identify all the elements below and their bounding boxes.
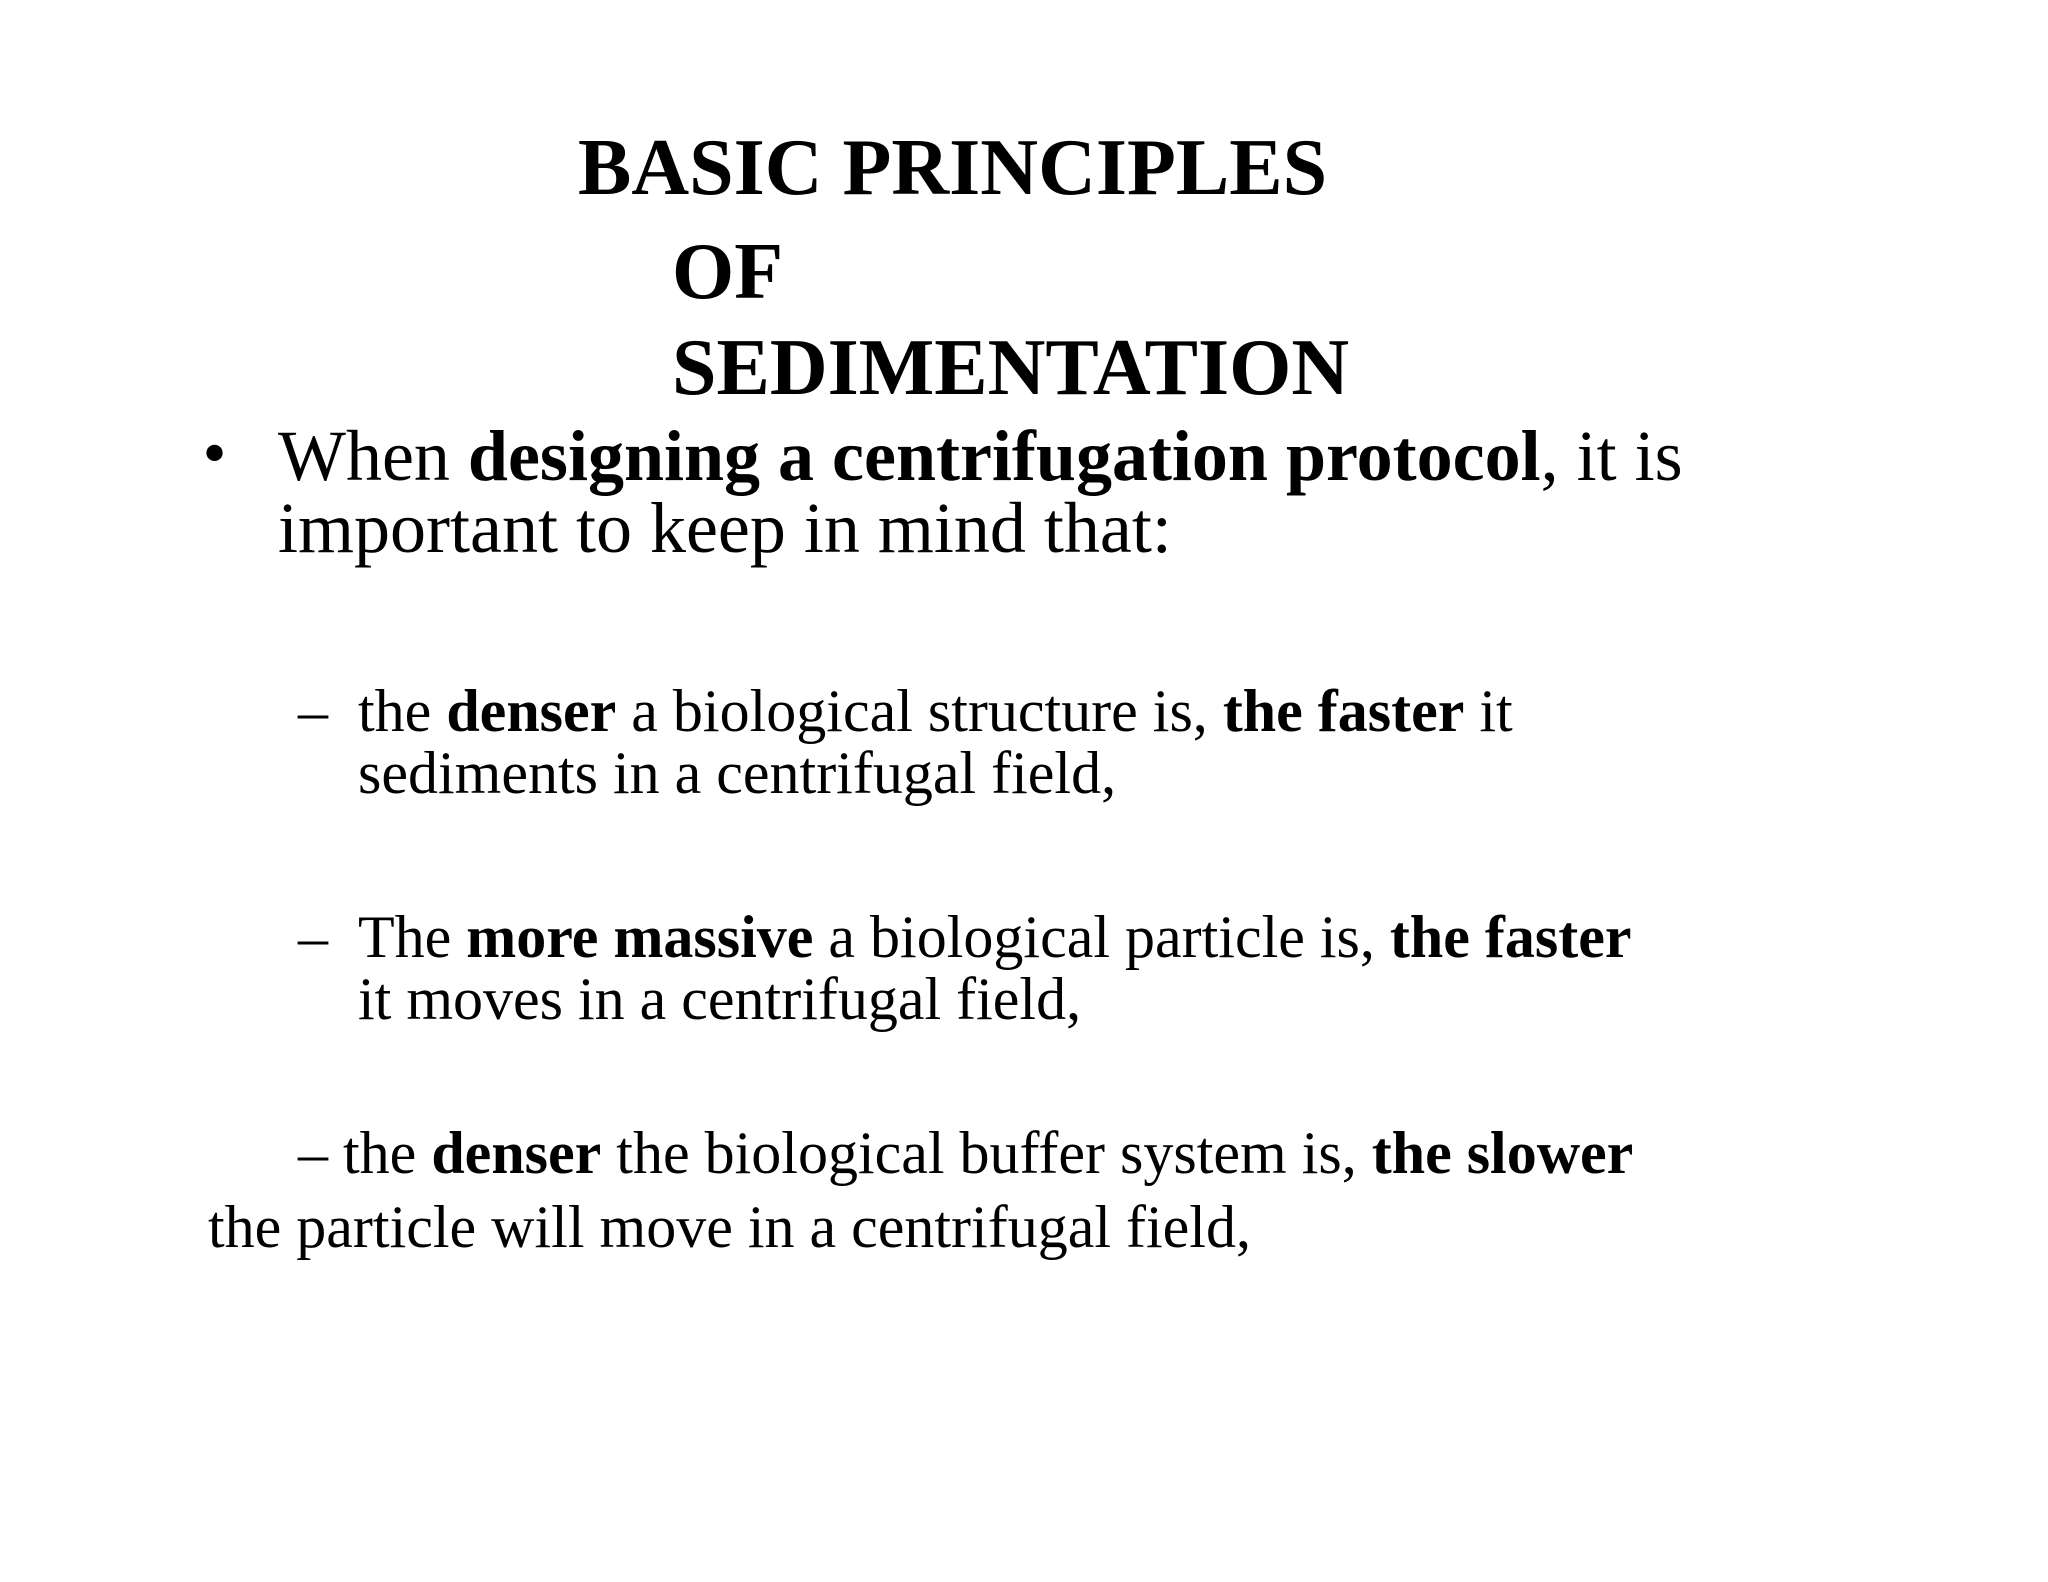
main-bullet-line-2: important to keep in mind that: — [278, 488, 1172, 568]
bullet-marker: • — [198, 423, 232, 488]
main-bullet-emphasis: designing a centrifugation protocol — [467, 416, 1541, 496]
sub-bullet-2-d: the faster — [1389, 904, 1632, 970]
sub-bullet-1-text — [358, 680, 1513, 804]
sub-bullet-3-dash: – — [298, 1120, 328, 1186]
sub-bullet-3-line-2: the particle will move in a centrifugal field, — [208, 1194, 1251, 1260]
main-bullet-pre: When — [278, 416, 468, 496]
sub-bullet-3-b: denser — [431, 1120, 602, 1186]
sub-bullet-2-a: The — [358, 904, 467, 970]
sub-bullet-2-c: a biological particle is, — [813, 904, 1390, 970]
main-bullet-line-1 — [278, 416, 1683, 496]
sub-bullet-2-line-1 — [358, 906, 1631, 968]
sub-bullet-2-b: more massive — [466, 904, 814, 970]
sub-bullet-1-d: the faster — [1222, 678, 1465, 744]
sub-bullet-1-e: it — [1464, 678, 1513, 744]
sub-bullet-3-line-1 — [298, 1122, 1633, 1184]
sub-bullet-1-c: a biological structure is, — [616, 678, 1223, 744]
sub-bullet-1-dash: – — [298, 678, 328, 744]
title-line-1: BASIC PRINCIPLES — [578, 124, 1328, 212]
sub-bullet-3-d: the slower — [1371, 1120, 1634, 1186]
main-bullet-post: , it is — [1540, 416, 1683, 496]
sub-bullet-3-a: the — [328, 1120, 432, 1186]
sub-bullet-1-line-2: sediments in a centrifugal field, — [358, 740, 1117, 806]
title-line-2: OF — [672, 228, 784, 316]
sub-bullet-2-text — [358, 906, 1631, 1030]
sub-bullet-1-line-1 — [358, 680, 1513, 742]
sub-bullet-2-line-2: it moves in a centrifugal field, — [358, 966, 1082, 1032]
sub-bullet-1-a: the — [358, 678, 447, 744]
sub-bullet-2-dash: – — [298, 904, 328, 970]
sub-bullet-1-b: denser — [446, 678, 617, 744]
title-line-3: SEDIMENTATION — [672, 324, 1350, 412]
sub-bullet-3-c: the biological buffer system is, — [601, 1120, 1372, 1186]
main-bullet-text — [278, 416, 1683, 568]
